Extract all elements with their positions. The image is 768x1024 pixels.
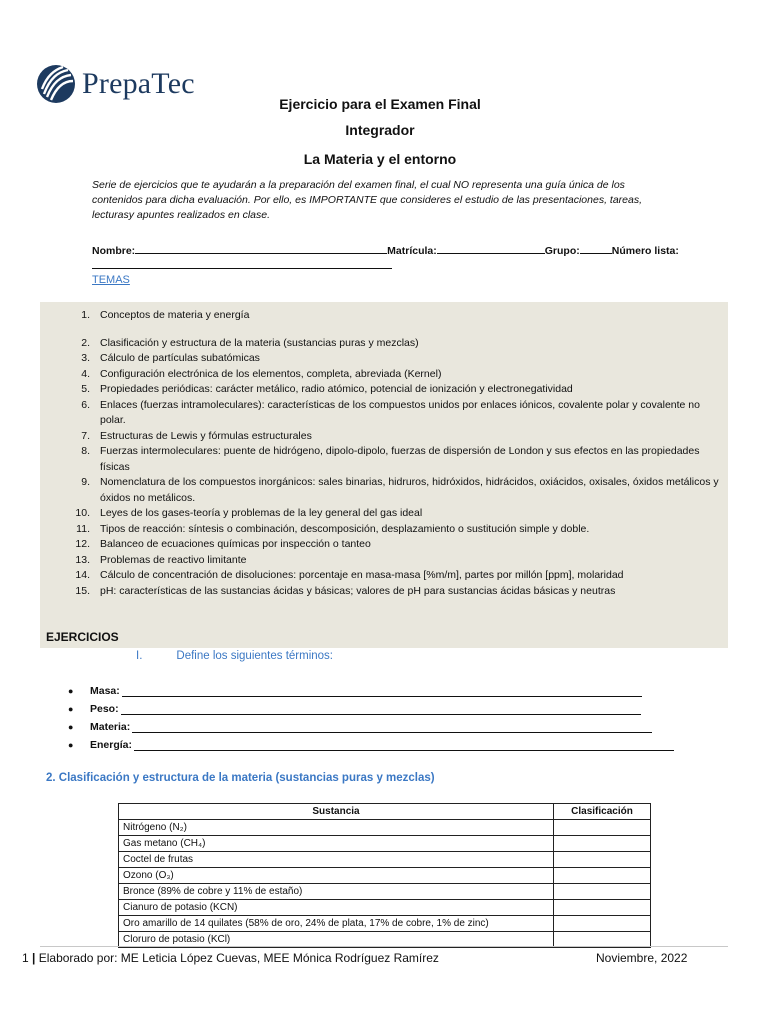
topic-text: Propiedades periódicas: carácter metálico, radio atómico, potencial de ionización y electronegatividad [100,383,573,395]
document-subtitle: Integrador [345,122,415,138]
bullet-icon: ● [68,722,74,732]
table-header-sustancia: Sustancia [119,804,554,820]
topic-number: 12. [75,538,90,550]
topic-text: Tipos de reacción: síntesis o combinación, descomposición, desplazamiento o sustitución simple y doble. [100,522,590,535]
topic-number: 15. [75,584,90,597]
topic-number: 6. [81,398,90,411]
table-row [119,900,651,916]
footer [22,951,439,965]
footer-authors: Elaborado por: ME Leticia López Cuevas, MEE Mónica Rodríguez Ramírez [38,951,439,965]
topic-item [60,553,720,569]
document-topic: La Materia y el entorno [303,151,457,167]
substance-cell: Ozono (O₃) [119,868,554,884]
topic-item [60,568,720,584]
topic-number: 9. [81,476,90,488]
table-row [119,836,651,852]
table-body [119,820,651,948]
table-row [119,916,651,932]
student-info-row [92,242,679,257]
temas-link[interactable]: TEMAS [92,274,130,286]
term-item [68,718,674,736]
grupo-label: Grupo: [544,245,580,257]
term-answer-field[interactable] [132,721,652,733]
topic-text: Fuerzas intermoleculares: puente de hidrógeno, dipolo-dipolo, fuerzas de dispersión de London y sus efectos en las propiedades físicas [100,445,700,473]
name-field[interactable] [135,242,387,254]
topics-list [60,308,720,599]
matricula-label: Matrícula: [387,245,437,257]
topic-item [60,351,720,367]
footer-divider [40,946,728,947]
classification-cell[interactable] [554,820,651,836]
term-label: Peso: [90,703,119,715]
topic-item [60,444,720,475]
section-1-heading [136,650,333,662]
topic-number: 4. [81,367,90,380]
topic-number: 8. [81,445,90,457]
classification-table [118,803,651,948]
topic-number: 2. [81,336,90,349]
matricula-field[interactable] [437,242,545,254]
term-label: Masa: [90,685,120,697]
topic-text: pH: características de las sustancias ácidas y básicas; valores de pH para sustancias ácidas básicas y neutras [100,584,616,597]
term-answer-field[interactable] [134,739,674,751]
topic-number: 1. [81,309,90,321]
classification-cell[interactable] [554,852,651,868]
exercises-heading: EJERCICIOS [46,630,119,644]
classification-cell[interactable] [554,884,651,900]
section-1-number: I. [136,650,143,662]
section-1-title: Define los siguientes términos: [176,650,333,662]
topic-text: Problemas de reactivo limitante [100,553,247,566]
classification-cell[interactable] [554,836,651,852]
bullet-icon: ● [68,740,74,750]
topic-number: 7. [81,429,90,442]
topic-item [60,367,720,383]
topic-item [60,382,720,398]
numero-lista-label: Número lista: [611,245,679,257]
topic-item [60,336,720,352]
topic-text: Balanceo de ecuaciones químicas por inspección o tanteo [100,538,371,550]
footer-date: Noviembre, 2022 [596,951,688,965]
terms-list [68,682,674,754]
topic-number: 13. [75,553,90,566]
term-answer-field[interactable] [121,703,641,715]
topic-item [60,584,720,600]
topic-text: Configuración electrónica de los elementos, completa, abreviada (Kernel) [100,367,442,380]
substance-cell: Nitrógeno (N₂) [119,820,554,836]
name-field-continuation[interactable] [92,268,392,269]
section-2-heading: 2. Clasificación y estructura de la materia (sustancias puras y mezclas) [46,772,435,784]
topic-item [60,308,720,324]
topic-number: 10. [75,507,90,519]
topic-item [60,475,720,506]
topic-item [60,522,720,538]
table-row [119,868,651,884]
topic-item [60,429,720,445]
term-item [68,700,674,718]
topic-number: 14. [75,569,90,581]
substance-cell: Cloruro de potasio (KCl) [119,932,554,948]
classification-cell[interactable] [554,868,651,884]
topic-item [60,398,720,429]
term-answer-field[interactable] [122,685,642,697]
topic-text: Leyes de los gases-teoría y problemas de la ley general del gas ideal [100,507,423,519]
brand-name: PrepaTec [82,67,195,100]
topic-text: Clasificación y estructura de la materia (sustancias puras y mezclas) [100,336,419,349]
document-title: Ejercicio para el Examen Final [279,96,481,112]
topic-number: 3. [81,352,90,364]
page-number: 1 [22,951,29,965]
term-label: Energía: [90,739,133,751]
classification-cell[interactable] [554,916,651,932]
topic-text: Cálculo de concentración de disoluciones: porcentaje en masa-masa [%m/m], partes por millón [ppm], molaridad [100,569,624,581]
substance-cell: Cianuro de potasio (KCN) [119,900,554,916]
footer-separator: | [32,951,36,965]
substance-cell: Gas metano (CH₄) [119,836,554,852]
table-header-clasificacion: Clasificación [554,804,651,820]
topic-text: Cálculo de partículas subatómicas [100,352,260,364]
bullet-icon: ● [68,686,74,696]
term-label: Materia: [90,721,131,733]
topic-text: Nomenclatura de los compuestos inorgánicos: sales binarias, hidruros, hidróxidos, hidrácidos, oxiácidos, oxisales, óxidos metálicos y óxidos no metálicos. [100,476,719,504]
classification-cell[interactable] [554,900,651,916]
topic-item [60,537,720,553]
table-row [119,820,651,836]
topic-number: 11. [76,522,90,535]
substance-cell: Coctel de frutas [119,852,554,868]
topic-item [60,506,720,522]
grupo-field[interactable] [580,242,612,254]
topic-text: Conceptos de materia y energía [100,309,250,321]
term-item [68,736,674,754]
table-row [119,852,651,868]
topic-text: Estructuras de Lewis y fórmulas estructurales [100,429,312,442]
table-row [119,884,651,900]
substance-cell: Bronce (89% de cobre y 11% de estaño) [119,884,554,900]
term-item [68,682,674,700]
name-label: Nombre: [92,245,136,257]
substance-cell: Oro amarillo de 14 quilates (58% de oro, 24% de plata, 17% de cobre, 1% de zinc) [119,916,554,932]
topic-number: 5. [81,383,90,395]
intro-paragraph: Serie de ejercicios que te ayudarán a la preparación del examen final, el cual NO representa una guía única de los contenidos para dicha evaluación. Por ello, es IMPORTANTE que consideres el estudio de las presentaciones, tareas, lecturasy apuntes realizados en clase. [92,179,642,221]
bullet-icon: ● [68,704,74,714]
topic-text: Enlaces (fuerzas intramoleculares): características de los compuestos unidos por enlaces iónicos, covalente polar y covalente no polar. [100,398,700,426]
